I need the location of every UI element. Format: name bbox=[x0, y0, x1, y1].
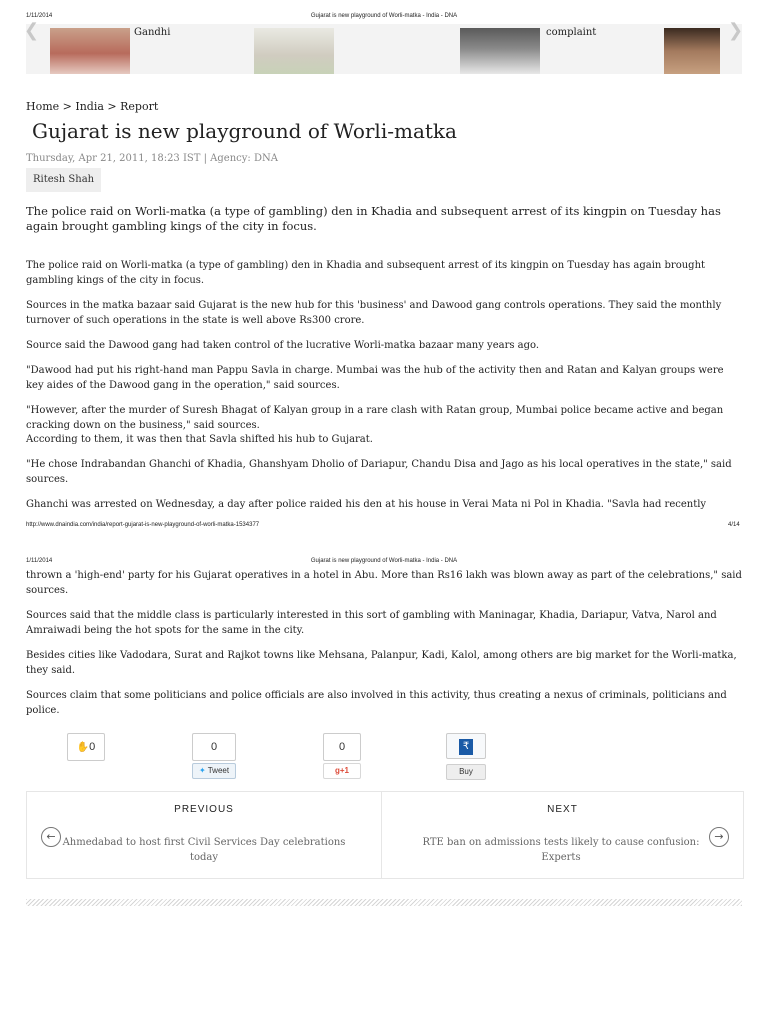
arrow-left-icon[interactable]: ← bbox=[41, 827, 61, 847]
article-meta: Thursday, Apr 21, 2011, 18:23 IST | Agency: DNA bbox=[26, 153, 278, 164]
gplus-button[interactable] bbox=[323, 763, 361, 779]
chevron-right-icon[interactable]: ❯ bbox=[728, 20, 744, 41]
article-lead: The police raid on Worli-matka (a type of gambling) den in Khadia and subsequent arrest of its kingpin on Tuesday has again brought gambling kings of the city in focus. bbox=[26, 204, 721, 233]
buy-widget[interactable] bbox=[446, 733, 486, 759]
carousel-thumbnail[interactable] bbox=[460, 28, 540, 74]
article-paragraph: "He chose Indrabandan Ghanchi of Khadia, Ghanshyam Dholio of Dariapur, Chandu Disa and Jago as his local operatives in the state," said sources. bbox=[26, 459, 732, 485]
tweet-button[interactable] bbox=[192, 763, 236, 779]
article-paragraph: Sources in the matka bazaar said Gujarat is the new hub for this 'business' and Dawood gang controls operations. They said the monthly turnover of such operations in the state is well above Rs300 crore. bbox=[26, 300, 722, 326]
print-doc-title: Gujarat is new playground of Worli-matka - India - DNA bbox=[310, 558, 458, 564]
buy-button[interactable]: Buy bbox=[446, 764, 486, 780]
print-doc-title: Gujarat is new playground of Worli-matka - India - DNA bbox=[310, 13, 458, 19]
print-url: http://www.dnaindia.com/india/report-gujarat-is-new-playground-of-worli-matka-1534377 bbox=[26, 522, 260, 528]
article-paragraph: "Dawood had put his right-hand man Pappu Savla in charge. Mumbai was the hub of the activity then and Ratan and Kalyan groups were key aides of the Dawood gang in the operation," said sources. bbox=[26, 365, 724, 391]
author-tag[interactable]: Ritesh Shah bbox=[26, 168, 101, 192]
twitter-icon: ✦ bbox=[198, 766, 206, 775]
gplus-count: 0 bbox=[323, 733, 361, 761]
article-paragraph: Source said the Dawood gang had taken control of the lucrative Worli-matka bazaar many years ago. bbox=[26, 340, 540, 351]
print-date: 1/11/2014 bbox=[26, 13, 53, 19]
previous-label: PREVIOUS bbox=[174, 804, 234, 815]
carousel-thumbnail[interactable] bbox=[664, 28, 720, 74]
tweet-count: 0 bbox=[192, 733, 236, 761]
article-paragraph: Sources claim that some politicians and police officials are also involved in this activity, thus creating a nexus of criminals, politicians and police. bbox=[26, 690, 727, 716]
carousel-caption[interactable]: complaint bbox=[546, 27, 597, 38]
chevron-left-icon[interactable]: ❮ bbox=[24, 20, 40, 41]
article-title: Gujarat is new playground of Worli-matka bbox=[32, 119, 457, 143]
thumbs-up-icon: ✋ bbox=[76, 742, 90, 753]
article-paragraph: The police raid on Worli-matka (a type of gambling) den in Khadia and subsequent arrest of its kingpin on Tuesday has again brought gambling kings of the city in focus. bbox=[26, 260, 706, 286]
next-label: NEXT bbox=[547, 804, 578, 815]
print-date: 1/11/2014 bbox=[26, 558, 53, 564]
article-navigation bbox=[26, 791, 744, 879]
gplus-label: +1 bbox=[339, 766, 349, 775]
arrow-right-icon[interactable]: → bbox=[709, 827, 729, 847]
article-paragraph: According to them, it was then that Savla shifted his hub to Gujarat. bbox=[26, 434, 373, 445]
article-paragraph: Besides cities like Vadodara, Surat and Rajkot towns like Mehsana, Palanpur, Kadi, Kalol, among others are big market for the Worli-matka, they said. bbox=[26, 650, 737, 676]
next-article-link[interactable]: RTE ban on admissions tests likely to cause confusion: Experts bbox=[422, 837, 700, 863]
gplus-icon: g bbox=[334, 766, 340, 775]
carousel-caption[interactable]: Gandhi bbox=[134, 27, 171, 38]
breadcrumb[interactable]: Home > India > Report bbox=[26, 100, 159, 113]
article-paragraph: "However, after the murder of Suresh Bhagat of Kalyan group in a rare clash with Ratan group, Mumbai police became active and began cracking down on the business," said sources. bbox=[26, 405, 724, 431]
like-count: 0 bbox=[89, 741, 96, 753]
previous-article-link[interactable]: Ahmedabad to host first Civil Services Day celebrations today bbox=[62, 837, 346, 863]
article-paragraph: Sources said that the middle class is particularly interested in this sort of gambling with Maninagar, Khadia, Dariapur, Vatva, Narol and Amraiwadi being the hot spots for the same in the city. bbox=[26, 610, 717, 636]
carousel-thumbnail[interactable] bbox=[254, 28, 334, 74]
rupee-icon: ₹ bbox=[459, 739, 473, 755]
carousel-thumbnail[interactable] bbox=[50, 28, 130, 74]
related-carousel bbox=[26, 24, 742, 74]
tweet-label: Tweet bbox=[207, 766, 230, 775]
article-paragraph: thrown a 'high-end' party for his Gujarat operatives in a hotel in Abu. More than Rs16 lakh was blown away as part of the celebrations," said sources. bbox=[26, 570, 742, 596]
print-page-number: 4/14 bbox=[728, 522, 740, 528]
hatched-divider bbox=[26, 899, 742, 906]
article-paragraph: Ghanchi was arrested on Wednesday, a day after police raided his den at his house in Verai Mata ni Pol in Khadia. "Savla had recently bbox=[26, 499, 707, 510]
like-button[interactable] bbox=[67, 733, 105, 761]
